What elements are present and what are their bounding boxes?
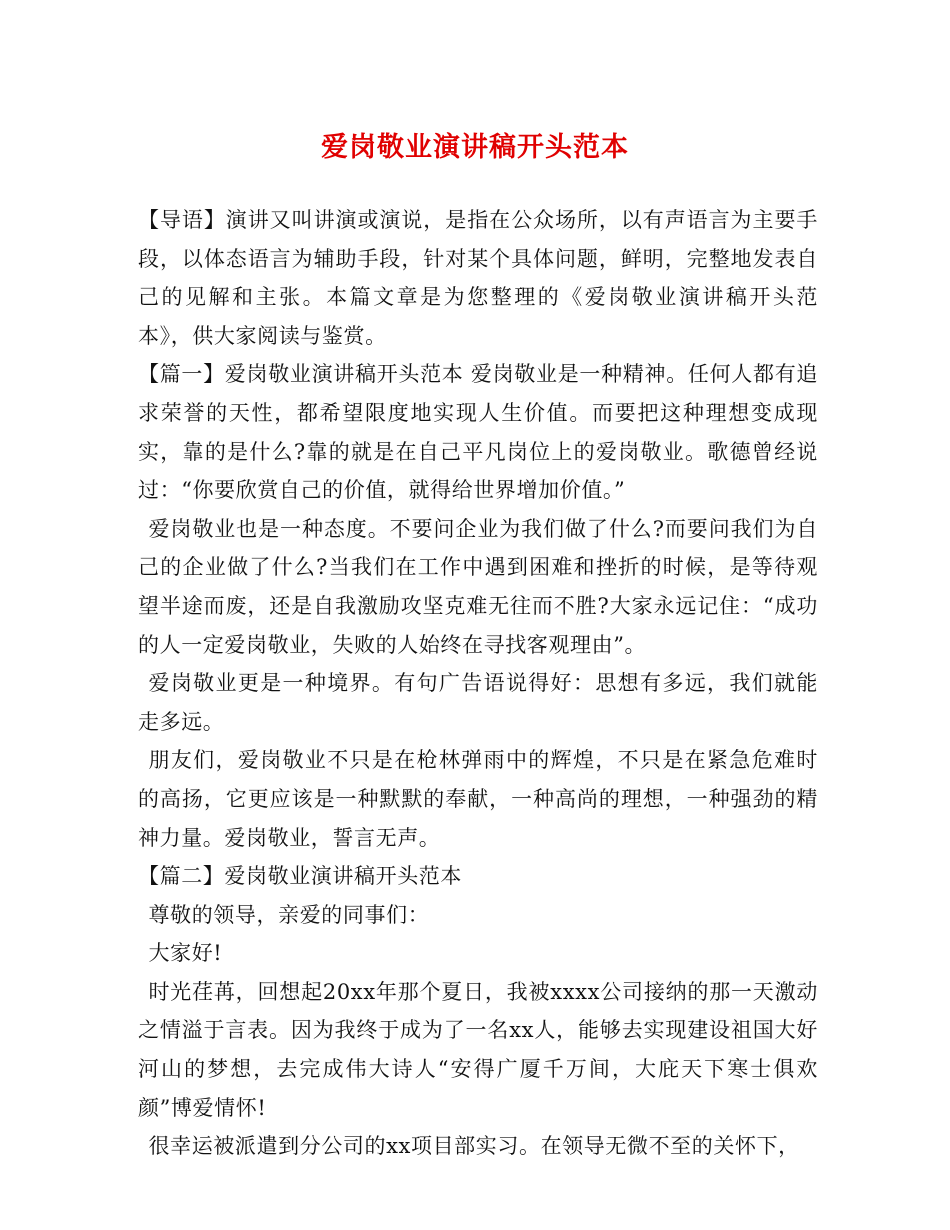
- paragraph-part-one: 【篇一】爱岗敬业演讲稿开头范本 爱岗敬业是一种精神。任何人都有追求荣誉的天性，都希望限度地实现人生价值。而要把这种理想变成现实，靠的是什么?靠的就是在自己平凡岗位上的爱岗敬业。歌德曾经说过：“你要欣赏自己的价值，就得给世界增加价值。”: [138, 362, 818, 503]
- paragraph-salutation: 尊敬的领导，亲爱的同事们：: [148, 902, 430, 927]
- document-body: [138, 201, 818, 1166]
- paragraph: 爱岗敬业更是一种境界。有句广告语说得好：思想有多远，我们就能走多远。: [138, 671, 818, 734]
- paragraph: 很幸运被派遣到分公司的xx项目部实习。在领导无微不至的关怀下，: [148, 1134, 800, 1159]
- document-title: 爱岗敬业演讲稿开头范本: [321, 132, 629, 163]
- paragraph-part-two-heading: 【篇二】爱岗敬业演讲稿开头范本: [138, 864, 462, 889]
- paragraph-greeting: 大家好!: [148, 941, 223, 966]
- paragraph: 爱岗敬业也是一种态度。不要问企业为我们做了什么?而要问我们为自己的企业做了什么?当我们在工作中遇到困难和挫折的时候，是等待观望半途而废，还是自我激励攻坚克难无往而不胜?大家永远记住：“成功的人一定爱岗敬业，失败的人始终在寻找客观理由”。: [138, 516, 818, 657]
- paragraph: 时光荏苒，回想起20xx年那个夏日，我被xxxx公司接纳的那一天激动之情溢于言表。因为我终于成为了一名xx人，能够去实现建设祖国大好河山的梦想，去完成伟大诗人“安得广厦千万间，大庇天下寒士俱欢颜”博爱情怀!: [138, 979, 818, 1120]
- paragraph-intro: 【导语】演讲又叫讲演或演说，是指在公众场所，以有声语言为主要手段，以体态语言为辅助手段，针对某个具体问题，鲜明，完整地发表自己的见解和主张。本篇文章是为您整理的《爱岗敬业演讲稿开头范本》，供大家阅读与鉴赏。: [138, 208, 818, 348]
- paragraph: 朋友们，爱岗敬业不只是在枪林弹雨中的辉煌，不只是在紧急危难时的高扬，它更应该是一种默默的奉献，一种高尚的理想，一种强劲的精神力量。爱岗敬业，誓言无声。: [138, 748, 818, 850]
